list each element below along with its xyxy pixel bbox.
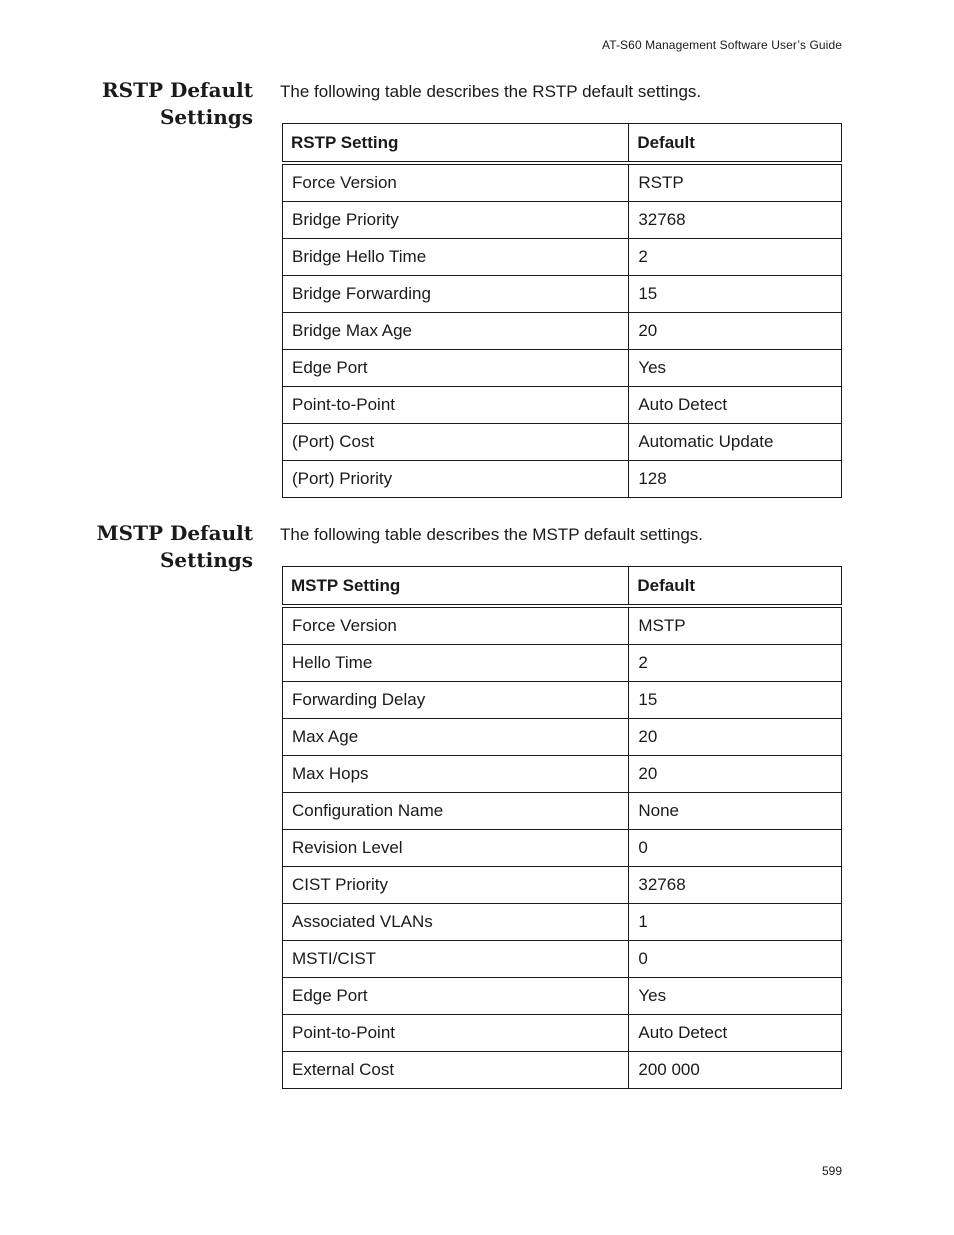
setting-name-cell: Forwarding Delay [283,682,629,719]
setting-name-cell: Hello Time [283,645,629,682]
table-row [283,202,842,239]
table-row [283,163,842,202]
setting-name-cell: MSTI/CIST [283,941,629,978]
table-row [283,313,842,350]
setting-name-cell: Max Hops [283,756,629,793]
table-row [283,719,842,756]
setting-name-cell: External Cost [283,1052,629,1089]
mstp-heading-line2: Settings [159,548,253,572]
setting-name-cell: Force Version [283,163,629,202]
table-row [283,461,842,498]
table-row [283,424,842,461]
setting-name-cell: (Port) Cost [283,424,629,461]
table-row [283,941,842,978]
mstp-heading-line1: MSTP Default [96,521,253,545]
setting-default-cell: 0 [629,941,842,978]
mstp-section-heading [60,520,253,574]
column-header-setting: MSTP Setting [283,567,629,607]
table-row [283,239,842,276]
setting-default-cell: Automatic Update [629,424,842,461]
rstp-intro-text: The following table describes the RSTP default settings. [280,82,702,101]
setting-default-cell: 20 [629,756,842,793]
setting-name-cell: Force Version [283,606,629,645]
table-row [283,606,842,645]
setting-default-cell: MSTP [629,606,842,645]
mstp-intro-text: The following table describes the MSTP default settings. [280,525,704,544]
setting-default-cell: RSTP [629,163,842,202]
setting-default-cell: Yes [629,350,842,387]
setting-name-cell: Configuration Name [283,793,629,830]
setting-default-cell: 2 [629,645,842,682]
table-row [283,1052,842,1089]
setting-default-cell: Yes [629,978,842,1015]
setting-default-cell: 32768 [629,867,842,904]
setting-name-cell: Associated VLANs [283,904,629,941]
table-row [283,350,842,387]
setting-default-cell: None [629,793,842,830]
setting-name-cell: Bridge Priority [283,202,629,239]
setting-default-cell: 15 [629,682,842,719]
table-row [283,682,842,719]
setting-name-cell: (Port) Priority [283,461,629,498]
running-header: AT-S60 Management Software User’s Guide [601,38,842,52]
rstp-heading-line2: Settings [159,105,253,129]
setting-default-cell: 20 [629,313,842,350]
setting-name-cell: Bridge Hello Time [283,239,629,276]
rstp-section-heading [60,77,253,131]
setting-name-cell: Point-to-Point [283,1015,629,1052]
table-row [283,904,842,941]
setting-default-cell: 128 [629,461,842,498]
setting-default-cell: Auto Detect [629,1015,842,1052]
table-header-row [283,124,842,164]
column-header-default: Default [629,124,842,164]
table-row [283,793,842,830]
mstp-settings-table [282,566,842,1089]
table-row [283,830,842,867]
table-row [283,645,842,682]
setting-name-cell: Max Age [283,719,629,756]
column-header-default: Default [629,567,842,607]
setting-default-cell: 15 [629,276,842,313]
table-row [283,978,842,1015]
setting-name-cell: Bridge Max Age [283,313,629,350]
table-row [283,756,842,793]
table-row [283,387,842,424]
table-row [283,276,842,313]
setting-name-cell: Bridge Forwarding [283,276,629,313]
setting-name-cell: Revision Level [283,830,629,867]
column-header-setting: RSTP Setting [283,124,629,164]
setting-default-cell: 200 000 [629,1052,842,1089]
setting-default-cell: 20 [629,719,842,756]
setting-default-cell: 32768 [629,202,842,239]
page-number: 599 [821,1164,842,1178]
table-header-row [283,567,842,607]
rstp-settings-table [282,123,842,498]
setting-name-cell: Edge Port [283,978,629,1015]
setting-default-cell: 1 [629,904,842,941]
setting-default-cell: Auto Detect [629,387,842,424]
setting-name-cell: Edge Port [283,350,629,387]
table-row [283,867,842,904]
setting-default-cell: 2 [629,239,842,276]
setting-name-cell: CIST Priority [283,867,629,904]
rstp-heading-line1: RSTP Default [102,78,253,102]
table-row [283,1015,842,1052]
setting-name-cell: Point-to-Point [283,387,629,424]
setting-default-cell: 0 [629,830,842,867]
